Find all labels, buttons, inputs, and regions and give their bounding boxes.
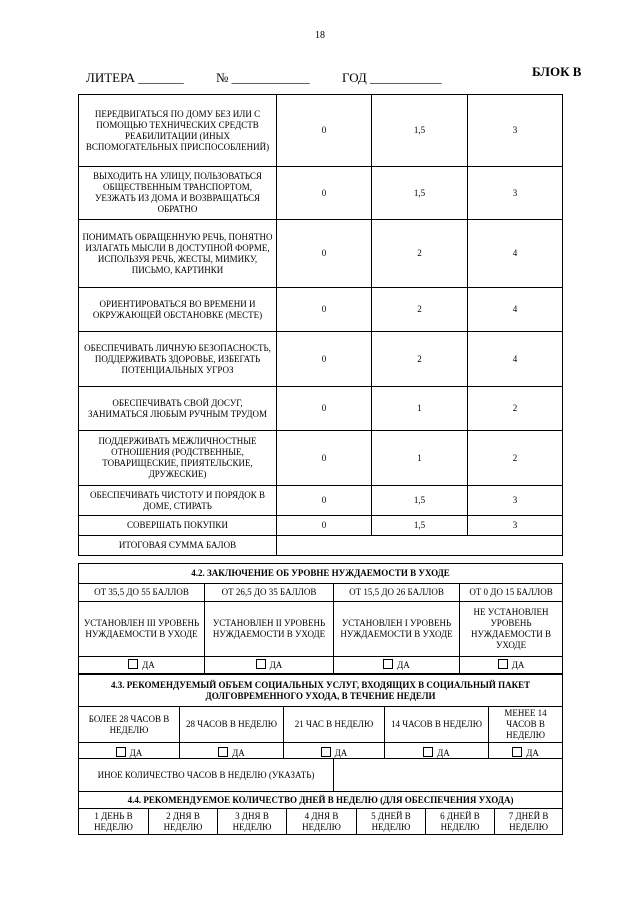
activity-label: ВЫХОДИТЬ НА УЛИЦУ, ПОЛЬЗОВАТЬСЯ ОБЩЕСТВЕННЫМ ТРАНСПОРТОМ, УЕЗЖАТЬ ИЗ ДОМА И ВОЗВРАЩАТЬСЯ ОБРАТНО (79, 167, 277, 220)
checkbox-icon[interactable] (116, 747, 126, 757)
days-row (79, 809, 563, 835)
days-option[interactable]: 3 ДНЯ В НЕДЕЛЮ (218, 809, 287, 835)
activity-label: ОРИЕНТИРОВАТЬСЯ ВО ВРЕМЕНИ И ОКРУЖАЮЩЕЙ ОБСТАНОВКЕ (МЕСТЕ) (79, 288, 277, 332)
litera-field[interactable]: ЛИТЕРА _______ (86, 70, 184, 85)
other-hours-label: ИНОЕ КОЛИЧЕСТВО ЧАСОВ В НЕДЕЛЮ (УКАЗАТЬ) (79, 759, 334, 792)
table-row (79, 220, 563, 288)
hours-row (79, 707, 563, 743)
table-row (79, 288, 563, 332)
days-option[interactable]: 7 ДНЕЙ В НЕДЕЛЮ (495, 809, 563, 835)
score-cell[interactable]: 0 (277, 95, 372, 167)
total-label: ИТОГОВАЯ СУММА БАЛОВ (79, 536, 277, 556)
level-label: УСТАНОВЛЕН III УРОВЕНЬ НУЖДАЕМОСТИ В УХОДЕ (79, 602, 205, 657)
number-field[interactable]: № ____________ (216, 70, 310, 85)
level-label: УСТАНОВЛЕН II УРОВЕНЬ НУЖДАЕМОСТИ В УХОДЕ (205, 602, 334, 657)
score-cell[interactable]: 0 (277, 220, 372, 288)
section-4-3-title: 4.3. РЕКОМЕНДУЕМЫЙ ОБЪЕМ СОЦИАЛЬНЫХ УСЛУГ, ВХОДЯЩИХ В СОЦИАЛЬНЫЙ ПАКЕТ ДОЛГОВРЕМЕННОГО УХОДА, В ТЕЧЕНИЕ НЕДЕЛИ (79, 675, 563, 707)
activity-label: ПОДДЕРЖИВАТЬ МЕЖЛИЧНОСТНЫЕ ОТНОШЕНИЯ (РОДСТВЕННЫЕ, ТОВАРИЩЕСКИЕ, ПРИЯТЕЛЬСКИЕ, ДРУЖЕСКИЕ) (79, 431, 277, 486)
hours-option: МЕНЕЕ 14 ЧАСОВ В НЕДЕЛЮ (489, 707, 563, 743)
weekly-days-table (78, 791, 563, 835)
table-row (79, 431, 563, 486)
score-cell[interactable]: 3 (468, 486, 563, 516)
yes-label: ДА (142, 660, 155, 670)
need-level-table (78, 563, 563, 674)
yes-label: ДА (437, 747, 450, 758)
table-row (79, 387, 563, 431)
section-4-2-title: 4.2. ЗАКЛЮЧЕНИЕ ОБ УРОВНЕ НУЖДАЕМОСТИ В УХОДЕ (79, 564, 563, 584)
activities-table (78, 94, 563, 556)
section-4-4-title: 4.4. РЕКОМЕНДУЕМОЕ КОЛИЧЕСТВО ДНЕЙ В НЕДЕЛЮ (ДЛЯ ОБЕСПЕЧЕНИЯ УХОДА) (79, 792, 563, 809)
table-row (79, 516, 563, 536)
weekly-hours-table (78, 674, 563, 763)
days-option[interactable]: 2 ДНЯ В НЕДЕЛЮ (149, 809, 218, 835)
activity-label: ОБЕСПЕЧИВАТЬ ЛИЧНУЮ БЕЗОПАСНОСТЬ, ПОДДЕРЖИВАТЬ ЗДОРОВЬЕ, ИЗБЕГАТЬ ПОТЕНЦИАЛЬНЫХ УГРОЗ (79, 332, 277, 387)
table-row (79, 486, 563, 516)
days-option[interactable]: 5 ДНЕЙ В НЕДЕЛЮ (357, 809, 426, 835)
hours-option: 28 ЧАСОВ В НЕДЕЛЮ (180, 707, 284, 743)
hours-option: 14 ЧАСОВ В НЕДЕЛЮ (385, 707, 489, 743)
yes-label: ДА (397, 660, 410, 670)
yes-label: ДА (511, 660, 525, 670)
year-field[interactable]: ГОД ___________ (342, 70, 442, 85)
range-label: ОТ 26,5 ДО 35 БАЛЛОВ (205, 584, 334, 602)
hours-option: 21 ЧАС В НЕДЕЛЮ (284, 707, 385, 743)
table-row (79, 95, 563, 167)
score-cell[interactable]: 3 (468, 167, 563, 220)
checkbox-icon[interactable] (383, 659, 393, 669)
score-cell[interactable]: 4 (468, 288, 563, 332)
score-cell[interactable]: 4 (468, 220, 563, 288)
score-cell[interactable]: 0 (277, 486, 372, 516)
table-row (79, 332, 563, 387)
block-label: БЛОК В (532, 64, 582, 79)
yes-checkbox[interactable] (205, 657, 334, 674)
score-cell[interactable]: 1,5 (372, 95, 468, 167)
score-cell[interactable]: 0 (277, 288, 372, 332)
level-row (79, 602, 563, 657)
score-cell[interactable]: 1,5 (372, 486, 468, 516)
other-hours-value[interactable] (334, 759, 563, 792)
table-row (79, 167, 563, 220)
score-cell[interactable]: 0 (277, 332, 372, 387)
range-row (79, 584, 563, 602)
section-title-row (79, 792, 563, 809)
yes-label: ДА (334, 747, 348, 758)
checkbox-icon[interactable] (512, 747, 522, 757)
score-cell[interactable]: 1 (372, 387, 468, 431)
checkbox-icon[interactable] (128, 659, 138, 669)
yes-checkbox[interactable] (460, 657, 563, 674)
score-cell[interactable]: 1,5 (372, 516, 468, 536)
section-title-row (79, 564, 563, 584)
score-cell[interactable]: 2 (468, 387, 563, 431)
score-cell[interactable]: 4 (468, 332, 563, 387)
checkbox-icon[interactable] (498, 659, 508, 669)
yes-checkbox[interactable] (334, 657, 460, 674)
activity-label: ПОНИМАТЬ ОБРАЩЕННУЮ РЕЧЬ, ПОНЯТНО ИЗЛАГАТЬ МЫСЛИ В ДОСТУПНОЙ ФОРМЕ, ИСПОЛЬЗУЯ РЕЧЬ, ЖЕСТЫ, МИМИКУ, ПИСЬМО, КАРТИНКИ (79, 220, 277, 288)
score-cell[interactable]: 3 (468, 95, 563, 167)
yes-label: ДА (129, 747, 143, 758)
section-title-row (79, 675, 563, 707)
activity-label: ПЕРЕДВИГАТЬСЯ ПО ДОМУ БЕЗ ИЛИ С ПОМОЩЬЮ ТЕХНИЧЕСКИХ СРЕДСТВ РЕАБИЛИТАЦИИ (ИНЫХ ВСПОМОГАТЕЛЬНЫХ ПРИСПОСОБЛЕНИЙ) (79, 95, 277, 167)
score-cell[interactable]: 0 (277, 167, 372, 220)
hours-option: БОЛЕЕ 28 ЧАСОВ В НЕДЕЛЮ (79, 707, 180, 743)
level-label: УСТАНОВЛЕН I УРОВЕНЬ НУЖДАЕМОСТИ В УХОДЕ (334, 602, 460, 657)
total-value-cell[interactable] (277, 536, 563, 556)
days-option[interactable]: 6 ДНЕЙ В НЕДЕЛЮ (426, 809, 495, 835)
page-number: 18 (315, 30, 325, 41)
score-cell[interactable]: 2 (468, 431, 563, 486)
score-cell[interactable]: 2 (372, 332, 468, 387)
total-row (79, 536, 563, 556)
checkbox-icon[interactable] (321, 747, 331, 757)
level-label: НЕ УСТАНОВЛЕН УРОВЕНЬ НУЖДАЕМОСТИ В УХОДЕ (460, 602, 563, 657)
activity-label: ОБЕСПЕЧИВАТЬ ЧИСТОТУ И ПОРЯДОК В ДОМЕ, СТИРАТЬ (79, 486, 277, 516)
checkbox-icon[interactable] (256, 659, 266, 669)
days-option[interactable]: 1 ДЕНЬ В НЕДЕЛЮ (79, 809, 149, 835)
score-cell[interactable]: 0 (277, 387, 372, 431)
checkbox-icon[interactable] (423, 747, 433, 757)
yes-checkbox[interactable] (79, 657, 205, 674)
yes-label: ДА (526, 747, 539, 758)
score-cell[interactable]: 1 (372, 431, 468, 486)
other-hours-row (79, 759, 563, 792)
range-label: ОТ 15,5 ДО 26 БАЛЛОВ (334, 584, 460, 602)
checkbox-icon[interactable] (218, 747, 228, 757)
score-cell[interactable]: 1,5 (372, 167, 468, 220)
score-cell[interactable]: 0 (277, 516, 372, 536)
score-cell[interactable]: 3 (468, 516, 563, 536)
activity-label: ОБЕСПЕЧИВАТЬ СВОЙ ДОСУГ, ЗАНИМАТЬСЯ ЛЮБЫМ РУЧНЫМ ТРУДОМ (79, 387, 277, 431)
yes-label: ДА (269, 660, 283, 670)
days-option[interactable]: 4 ДНЯ В НЕДЕЛЮ (287, 809, 357, 835)
score-cell[interactable]: 0 (277, 431, 372, 486)
range-label: ОТ 35,5 ДО 55 БАЛЛОВ (79, 584, 205, 602)
activity-label: СОВЕРШАТЬ ПОКУПКИ (79, 516, 277, 536)
score-cell[interactable]: 2 (372, 288, 468, 332)
checkbox-row (79, 657, 563, 674)
other-hours-table (78, 758, 563, 792)
range-label: ОТ 0 ДО 15 БАЛЛОВ (460, 584, 563, 602)
score-cell[interactable]: 2 (372, 220, 468, 288)
yes-label: ДА (232, 747, 245, 758)
